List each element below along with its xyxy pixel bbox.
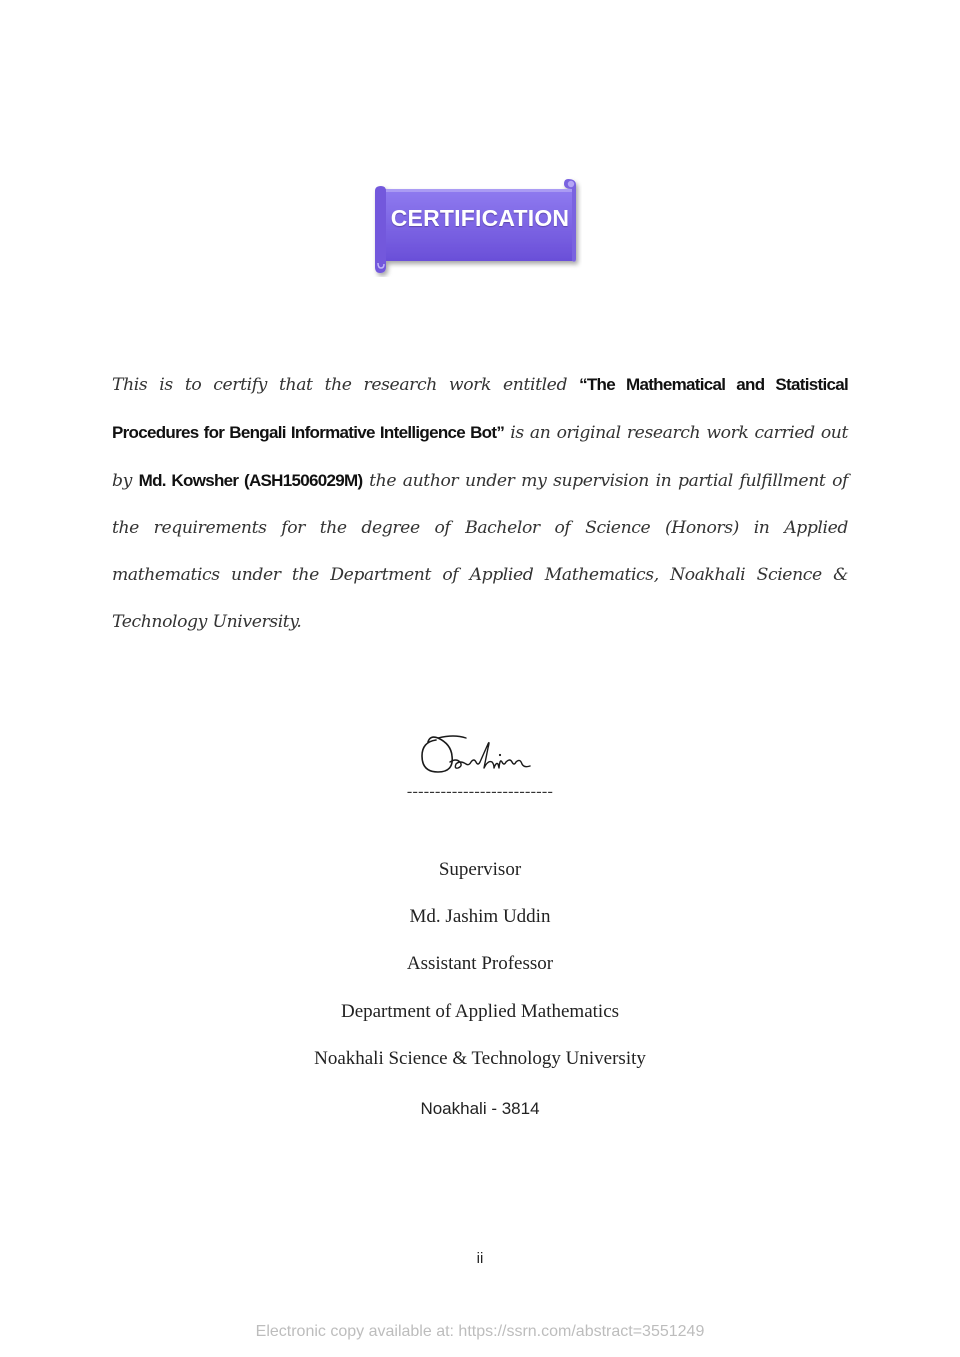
statement-intro: This is to certify that the research work entitled [112,375,580,395]
ssrn-footer: Electronic copy available at: https://ssrn.com/abstract=3551249 [255,1323,705,1340]
statement-middle: is an original research work carried out by [112,423,848,491]
supervisor-location: Noakhali - 3814 [420,1099,540,1118]
signature-line: -------------------------- [406,783,554,800]
supervisor-signature [414,728,544,780]
page-number: ii [476,1250,484,1267]
certification-banner [372,175,582,277]
supervisor-name: Md. Jashim Uddin [409,906,551,927]
author-name: Md. Kowsher (ASH1506029M) [138,471,363,490]
supervisor-role: Supervisor [438,859,522,880]
banner-title: CERTIFICATION [390,205,570,231]
statement-rest: the author under my supervision in partial fulfillment of the requirements for the degree of Bachelor of Science (Honors) in Applied mathematics under the Department of Applied Mathematics, Noakhali Science & Technology University. [112,471,848,632]
research-title: “The Mathematical and Statistical Procedures for Bengali Informative Intelligence Bot” [112,375,848,442]
supervisor-position: Assistant Professor [406,953,554,974]
supervisor-department: Department of Applied Mathematics [340,1001,620,1022]
certificate-statement [112,361,848,646]
supervisor-university: Noakhali Science & Technology University [314,1048,646,1069]
